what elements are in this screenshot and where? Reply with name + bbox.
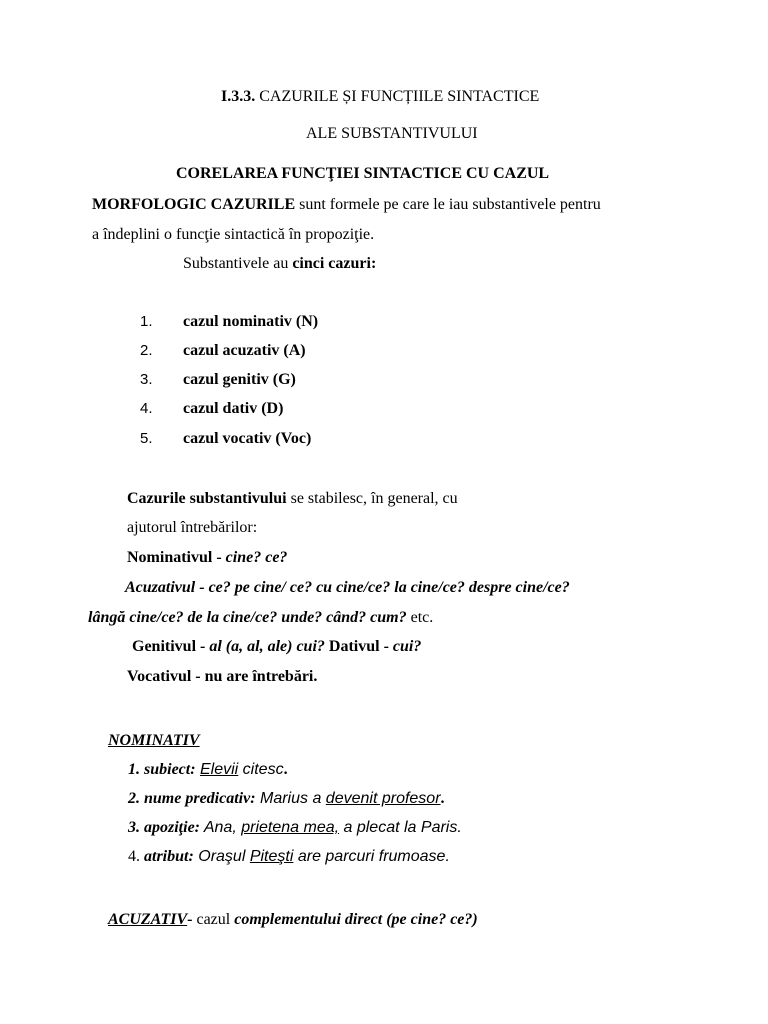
list-label: cazul acuzativ (A)	[183, 342, 306, 359]
title-line-1	[221, 87, 539, 107]
nominativ-example-3	[128, 818, 462, 838]
nominativ-example-4	[128, 847, 450, 867]
title-line-2: ALE SUBSTANTIVULUI	[306, 125, 478, 142]
nominativ-example-2	[128, 789, 445, 809]
example-post: citesc	[238, 761, 284, 778]
acuzativ-dash: -	[187, 911, 197, 928]
list-label: cazul nominativ (N)	[183, 313, 319, 330]
nom-label: Nominativul	[127, 549, 213, 566]
list-label: cazul genitiv (G)	[183, 371, 296, 388]
acuzativ-bold: complementului direct (pe cine? ce?)	[234, 911, 478, 928]
list-number: 4.	[140, 400, 153, 417]
intro-lead	[183, 254, 376, 274]
intro-rest: sunt formele pe care le iau substantivele pentru	[295, 196, 601, 213]
acuzativ-heading-line	[108, 910, 478, 930]
intro-line-2: a îndeplini o funcţie sintactică în propoziţie.	[92, 226, 375, 243]
nominativ-example-1	[128, 760, 288, 780]
example-end: .	[283, 761, 288, 778]
acuzativ-heading: ACUZATIV	[108, 911, 188, 928]
nom-questions: cine? ce?	[225, 549, 288, 566]
example-label: 3. apoziţie:	[128, 819, 200, 836]
intro-bold: MORFOLOGIC CAZURILE	[92, 196, 296, 213]
intro-lead-text: Substantivele au	[183, 255, 293, 272]
acuzativ-text: cazul	[196, 911, 235, 928]
section-code: I.3.3.	[221, 88, 256, 105]
example-number: 4.	[128, 848, 144, 865]
nom-dash: -	[212, 549, 226, 566]
list-label: cazul vocativ (Voc)	[183, 430, 312, 447]
nominativ-question	[127, 548, 287, 568]
acuzativ-question-line-1: Acuzativul - ce? pe cine/ ce? cu cine/ce? la cine/ce? despre cine/ce?	[125, 579, 570, 596]
title-line-3: CORELAREA FUNCŢIEI SINTACTICE CU CAZUL	[176, 165, 550, 182]
list-number: 2.	[140, 342, 153, 359]
dat-questions: cui?	[392, 638, 422, 655]
nominativ-heading: NOMINATIV	[108, 732, 200, 749]
acuzativ-question-line-2	[88, 608, 433, 628]
intro-line-1	[92, 195, 601, 215]
gen-dash: -	[196, 638, 210, 655]
example-pre: Oraşul	[193, 848, 250, 865]
example-pre: Marius a	[255, 790, 326, 807]
example-underlined: devenit profesor	[325, 790, 441, 807]
questions-rest: se stabilesc, în general, cu	[286, 490, 458, 507]
dat-dash: -	[379, 638, 393, 655]
title-text-1: CAZURILE ȘI FUNCȚIILE SINTACTICE	[255, 88, 540, 105]
example-end: .	[440, 790, 445, 807]
list-number: 1.	[140, 313, 153, 330]
gen-label: Genitivul	[132, 638, 197, 655]
vocativ-question: Vocativul - nu are întrebări.	[127, 668, 318, 685]
genitiv-dativ-question	[132, 637, 421, 657]
acc-questions: lângă cine/ce? de la cine/ce? unde? când? cum?	[88, 609, 407, 626]
example-label: atribut:	[144, 848, 194, 865]
example-post: a plecat la Paris.	[339, 819, 462, 836]
acc-etc: etc.	[406, 609, 434, 626]
example-underlined: Piteşti	[249, 848, 294, 865]
example-label: 1. subiect:	[128, 761, 196, 778]
example-underlined: Elevii	[200, 761, 239, 778]
example-pre: Ana,	[200, 819, 242, 836]
questions-bold: Cazurile substantivului	[127, 490, 287, 507]
example-label: 2. nume predicativ:	[128, 790, 256, 807]
questions-line-1	[127, 489, 458, 509]
list-number: 5.	[140, 430, 153, 447]
intro-lead-bold: cinci cazuri:	[292, 255, 377, 272]
example-underlined: prietena mea,	[241, 819, 340, 836]
list-label: cazul dativ (D)	[183, 400, 284, 417]
dat-label: Dativul	[324, 638, 380, 655]
gen-questions: al (a, al, ale) cui?	[209, 638, 325, 655]
list-number: 3.	[140, 371, 153, 388]
questions-line-2: ajutorul întrebărilor:	[127, 519, 258, 536]
example-post: are parcuri frumoase.	[293, 848, 450, 865]
